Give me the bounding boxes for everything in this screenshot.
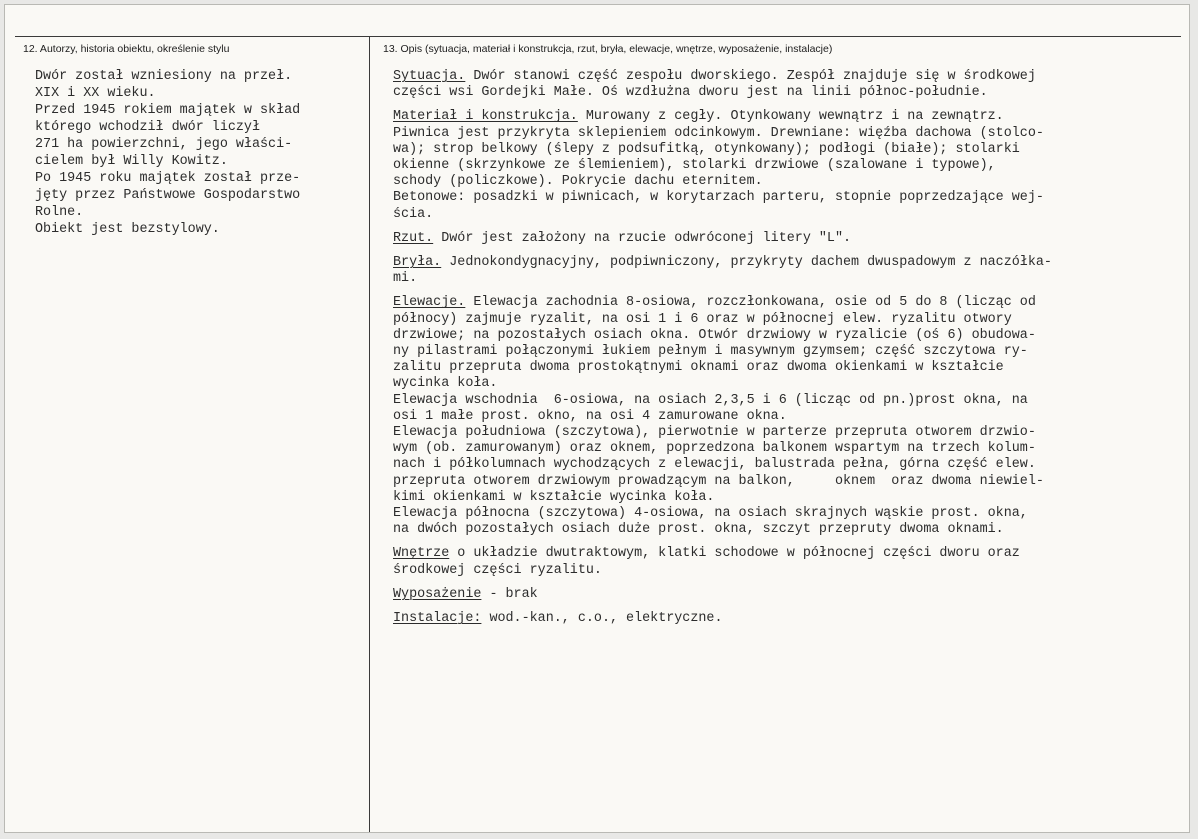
field-13-label: 13. Opis (sytuacja, materiał i konstrukcja, rzut, bryła, elewacje, wnętrze, wyposażenie, instalacje) (383, 43, 833, 55)
section-text: wod.-kan., c.o., elektryczne. (481, 611, 723, 627)
column-divider (369, 36, 370, 832)
section-text: Dwór jest założony na rzucie odwróconej litery "L". (433, 230, 852, 246)
section-instalacje (393, 611, 1185, 627)
section-heading: Wyposażenie (393, 586, 482, 602)
section-heading: Elewacje. (393, 295, 466, 311)
section-text: o układzie dwutraktowym, klatki schodowe w północnej części dworu oraz środkowej części ryzalitu. (393, 546, 1020, 578)
section-heading: Wnętrze (393, 546, 450, 562)
section-bryla (393, 255, 1185, 287)
section-text: Dwór stanowi część zespołu dworskiego. Zespół znajduje się w środkowej części wsi Gordejki Małe. Oś wzdłużna dworu jest na linii północ-południe. (393, 69, 1036, 101)
section-elewacje (393, 295, 1185, 538)
section-wyposazenie (393, 587, 1185, 603)
section-heading: Instalacje: (393, 611, 482, 627)
section-text: Jednokondygnacyjny, podpiwniczony, przykryty dachem dwuspadowym z naczółka- mi. (393, 255, 1052, 287)
top-rule (15, 36, 1181, 37)
record-card (4, 4, 1190, 833)
section-rzut (393, 231, 1185, 247)
section-text: Elewacja zachodnia 8-osiowa, rozczłonkowana, osie od 5 do 8 (licząc od północy) zajmuje ryzalit, na osi 1 i 6 oraz w północnej elew. ryzalitu otwory drzwiowe; na pozostałych osiach okna. Otwór drzwiowy w ryzalicie (oś 6) obudowa- ny pilastrami połączonymi łukiem pełnym i masywnym gzymsem; część szczytowa ry- zalitu przepruta dwoma prostokątnymi oknami oraz dwoma okienkami w kształcie wycinka koła. Elewacja wschodnia 6-osiowa, na osiach 2,3,5 i 6 (licząc od pn.)prost okna, na osi 1 małe prost. okno, na osi 4 zamurowane okna. Elewacja południowa (szczytowa), pierwotnie w parterze przepruta otworem drzwio- wym (ob. zamurowanym) oraz oknem, poprzedzona balkonem wspartym na trzech kolum- nach i półkolumnach wychodzących z elewacji, balustrada pełna, górna część elew. przepruta otworem drzwiowym prowadzącym na balkon, oknem oraz dwoma niewiel- kimi okienkami w kształcie wycinka koła. Elewacja północna (szczytowa) 4-osiowa, na osiach skrajnych wąskie prost. okna, na dwóch pozostałych osiach duże prost. okna, szczyt przepruty dwoma oknami. (393, 295, 1044, 538)
section-heading: Bryła. (393, 255, 442, 271)
field-12-label: 12. Autorzy, historia obiektu, określenie stylu (23, 43, 230, 55)
section-heading: Rzut. (393, 230, 434, 246)
section-heading: Materiał i konstrukcja. (393, 109, 578, 125)
field-13-body (393, 69, 1185, 635)
section-wnetrze (393, 546, 1185, 578)
section-text: Murowany z cegły. Otynkowany wewnątrz i na zewnątrz. Piwnica jest przykryta sklepieniem odcinkowym. Drewniane: więźba dachowa (stolco- wa); strop belkowy (ślepy z podsufitką, otynkowany); podłogi (białe); stolarki okienne (skrzynkowe ze ślemieniem), stolarki drzwiowe (szalowane i typowe), schody (policzkowe). Pokrycie dachu eternitem. Betonowe: posadzki w piwnicach, w korytarzach parteru, stopnie poprzedzające wej- ścia. (393, 109, 1044, 222)
section-heading: Sytuacja. (393, 69, 466, 84)
field-12-text: Dwór został wzniesiony na przeł. XIX i XX wieku. Przed 1945 rokiem majątek w skład którego wchodził dwór liczył 271 ha powierzchni, jego właści- cielem był Willy Kowitz. Po 1945 roku majątek został prze- jęty przez Państwowe Gospodarstwo Rolne. Obiekt jest bezstylowy. (35, 69, 301, 237)
section-text: - brak (481, 586, 538, 602)
section-material (393, 109, 1185, 222)
section-sytuacja (393, 69, 1185, 101)
